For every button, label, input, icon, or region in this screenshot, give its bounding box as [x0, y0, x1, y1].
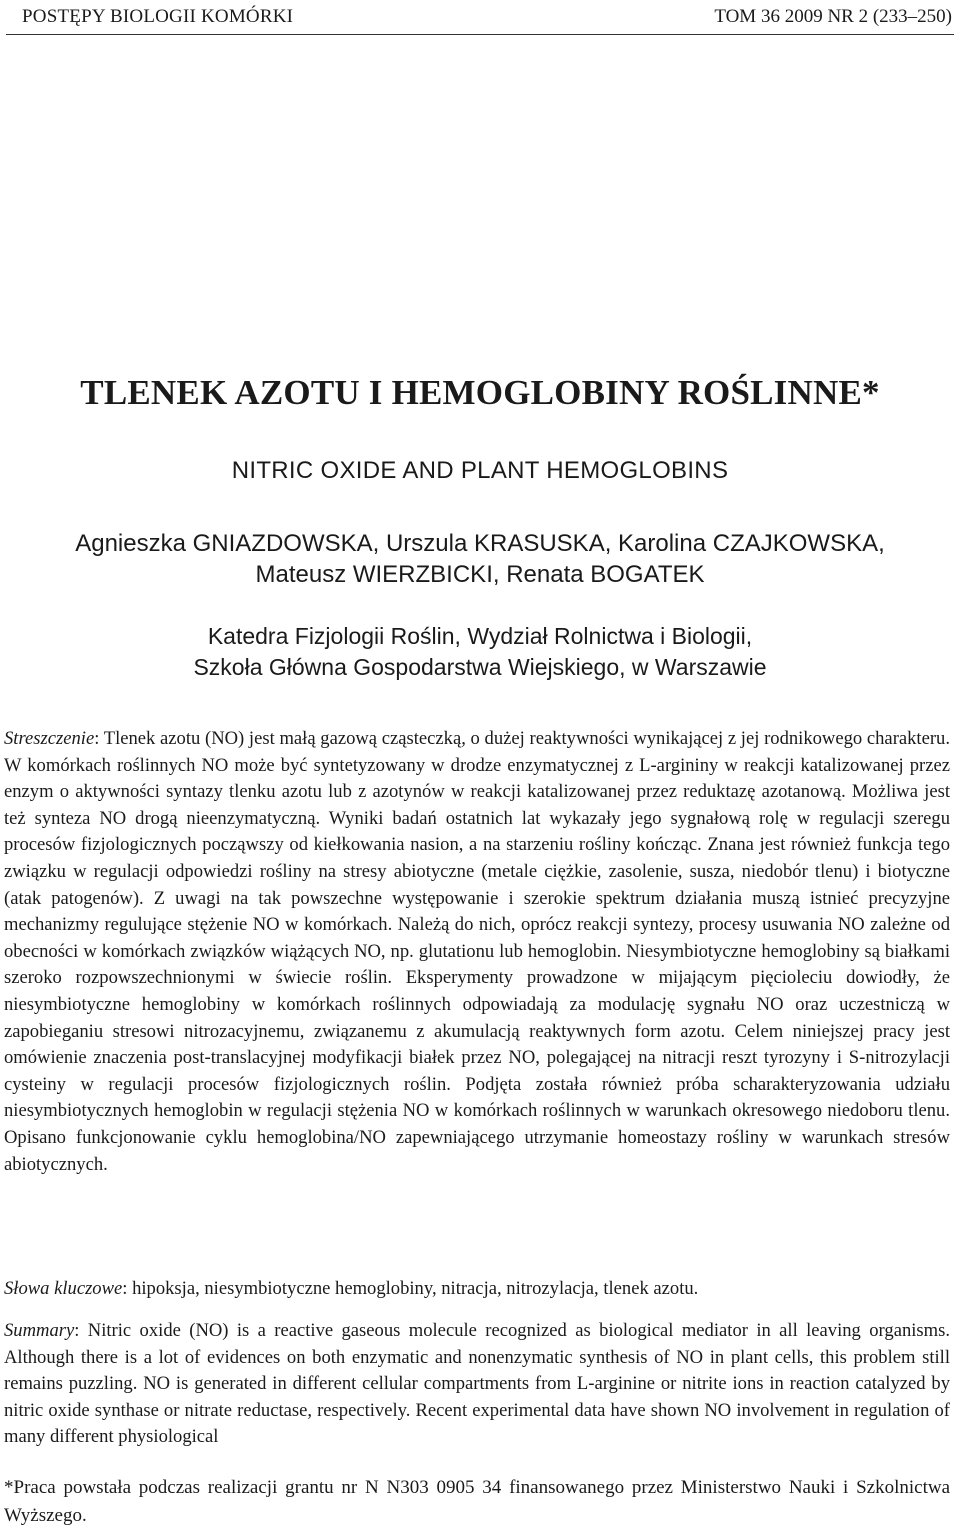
authors-line-1: Agnieszka GNIAZDOWSKA, Urszula KRASUSKA, Karolina CZAJKOWSKA,	[75, 530, 885, 557]
summary-text: : Nitric oxide (NO) is a reactive gaseous molecule recognized as biological mediator in all leaving organisms. Although there is a lot of evidences on both enzymatic and nonenzymatic synthesis of NO in plant cells, this problem still remains puzzling. NO is generated in different cellular compartments from L-arginine or nitrite ions in reaction catalyzed by nitric oxide synthase or nitrate reductase, respectively. Recent experimental data have shown NO involvement in regulation of many different physiological	[4, 1320, 950, 1448]
abstract-text: : Tlenek azotu (NO) jest małą gazową cząsteczką, o dużej reaktywności wynikającej z jej rodnikowego charakteru. W komórkach roślinnych NO może być syntetyzowany w drodze enzymatycznej z L-argininy w reakcji katalizowanej przez enzym o aktywności syntazy tlenku azotu lub z azotynów w reakcji katalizowanej przez reduktazę azotanową. Możliwa jest też synteza NO drogą nieenzymatyczną. Wyniki badań ostatnich lat wykazały jego sygnałową rolę w regulacji szeregu procesów fizjologicznych począwszy od kiełkowania nasion, a na starzeniu rośliny kończąc. Znana jest również funkcja tego związku w regulacji odpowiedzi rośliny na stresy abiotyczne (metale ciężkie, zasolenie, susza, niedobór tlenu) i biotyczne (atak patogenów). Z uwagi na tak powszechne występowanie i szerokie spektrum działania muszą istnieć precyzyjne mechanizmy regulujące stężenie NO w komórkach. Należą do nich, oprócz reakcji syntezy, procesy usuwania NO zależne od obecności w komórkach związków wiążących NO, np. glutationu lub hemoglobin. Niesymbiotyczne hemoglobiny są białkami szeroko rozpowszechnionymi w świecie roślin. Eksperymenty prowadzone w mijającym pięcioleciu dowiodły, że niesymbiotyczne hemoglobiny w komórkach roślinnych odpowiadają za modulację sygnału NO oraz uczestniczą w zapobieganiu stresowi nitrozacyjnemu, związanemu z akumulacją reaktywnych form azotu. Celem niniejszej pracy jest omówienie znaczenia post-translacyjnej modyfikacji białek przez NO, polegającej na nitracji reszt tyrozyny i S-nitrozylacji cysteiny w regulacji procesów fizjologicznych roślin. Podjęta została również próba scharakteryzowania udziału niesymbiotycznych hemoglobin w regulacji stężenia NO w komórkach roślinnych w warunkach okresowego niedoboru tlenu. Opisano funkcjonowanie cyklu hemoglobina/NO zapewniającego utrzymanie homeostazy rośliny w warunkach stresów abiotycznych.	[4, 728, 950, 1175]
running-header	[0, 0, 960, 36]
volume-info: TOM 36 2009 NR 2 (233–250)	[714, 6, 952, 27]
authors	[0, 528, 960, 590]
authors-line-2: Mateusz WIERZBICKI, Renata BOGATEK	[255, 561, 705, 588]
abstract-polish	[4, 726, 950, 1178]
abstract-label: Streszczenie	[4, 728, 95, 749]
funding-footnote: *Praca powstała podczas realizacji grantu nr N N303 0905 34 finansowanego przez Ministerstwo Nauki i Szkolnictwa Wyższego.	[4, 1477, 950, 1526]
keywords-label: Słowa kluczowe	[4, 1278, 123, 1299]
keywords-text: : hipoksja, niesymbiotyczne hemoglobiny, nitracja, nitrozylacja, tlenek azotu.	[122, 1278, 699, 1299]
affiliation-line-2: Szkoła Główna Gospodarstwa Wiejskiego, w Warszawie	[193, 654, 767, 680]
affiliation	[0, 621, 960, 683]
summary-english	[4, 1318, 950, 1451]
article-title: TLENEK AZOTU I HEMOGLOBINY ROŚLINNE*	[80, 373, 880, 412]
summary-label: Summary	[4, 1320, 75, 1341]
affiliation-line-1: Katedra Fizjologii Roślin, Wydział Rolnictwa i Biologii,	[207, 623, 753, 649]
header-rule	[6, 34, 954, 35]
keywords	[4, 1276, 950, 1303]
journal-name: POSTĘPY BIOLOGII KOMÓRKI	[22, 6, 294, 27]
article-subtitle: NITRIC OXIDE AND PLANT HEMOGLOBINS	[231, 457, 729, 484]
